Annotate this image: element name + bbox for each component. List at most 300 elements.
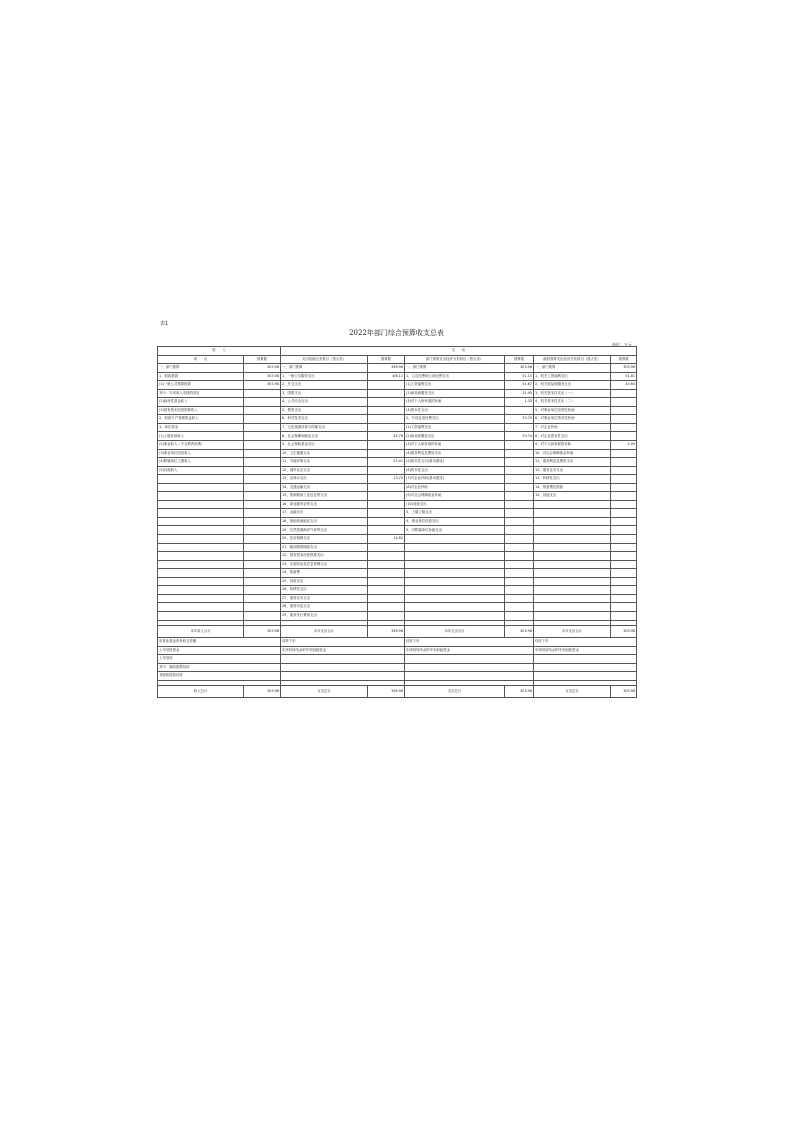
income-amount-cell (244, 535, 281, 544)
expense-total-value: 303.98 (505, 626, 534, 638)
extra-row (158, 646, 637, 655)
gov-econ-amount-cell (611, 415, 637, 424)
income-item-cell: (4)附属单位上缴收入 (158, 458, 244, 467)
econ-amount-cell: 303.98 (505, 364, 534, 373)
econ-amount-cell (505, 560, 534, 569)
gov-econ-amount-cell (611, 526, 637, 535)
gov-econ-amount-cell: 303.98 (611, 364, 637, 373)
gov-econ-amount-cell (611, 611, 637, 620)
econ-amount-cell (505, 526, 534, 535)
grand-expense-label: 支出总计 (405, 686, 505, 698)
function-amount-cell (368, 423, 405, 432)
table-summary (158, 620, 637, 698)
budget-amount-header: 预算数 (368, 355, 405, 364)
income-item-cell: 2、财政专户管理资金收入 (158, 415, 244, 424)
function-item-cell: 25、其他支出 (281, 577, 368, 586)
gov-econ-item-cell (534, 543, 611, 552)
econ-item-cell: (4)资本性支出 (405, 406, 505, 415)
table-row (158, 586, 637, 595)
income-item-cell (158, 509, 244, 518)
extra-expense-cell: 年终结转结余的中央财政资金 (405, 646, 534, 655)
grand-expense-value: 303.98 (505, 686, 534, 698)
income-amount-cell (244, 594, 281, 603)
gov-econ-item-cell: 3、机关资本性支出（一） (534, 389, 611, 398)
budget-amount-header: 预算数 (505, 355, 534, 364)
table-row (158, 500, 637, 509)
econ-amount-cell (505, 441, 534, 450)
gov-econ-amount-cell (611, 466, 637, 475)
income-total-label: 本年收入合计 (158, 626, 244, 638)
income-item-cell: (2)政府性基金收入 (158, 398, 244, 407)
income-item-cell: (2)事业收入（不含教育收费） (158, 441, 244, 450)
income-amount-cell (244, 441, 281, 450)
gov-econ-amount-cell (611, 432, 637, 441)
income-item-cell (158, 611, 244, 620)
income-amount-cell: 303.98 (244, 364, 281, 373)
function-amount-cell (368, 552, 405, 561)
grand-expense-value: 303.98 (611, 686, 637, 698)
econ-item-cell: 1、人员经费和公用经费支出 (405, 372, 505, 381)
income-item-cell: (3)国有资本经营预算收入 (158, 406, 244, 415)
table-row (158, 577, 637, 586)
budget-amount-header: 预算数 (611, 355, 637, 364)
income-item-cell (158, 552, 244, 561)
income-amount-cell (244, 492, 281, 501)
econ-item-cell: (2)商品和服务支出 (405, 389, 505, 398)
table-row (158, 603, 637, 612)
income-item-header: 项 目 (158, 355, 244, 364)
econ-item-cell: (7)对企业补助(基本建设) (405, 475, 505, 484)
gov-econ-amount-cell (611, 500, 637, 509)
income-item-cell: 其中：专项收入安排的项目 (158, 389, 244, 398)
econ-amount-cell (505, 492, 534, 501)
extra-income-cell: 非财政拨款结转 (158, 672, 281, 681)
income-item-cell: 一、部门预算 (158, 364, 244, 373)
function-item-cell: 5、教育支出 (281, 406, 368, 415)
econ-amount-cell (505, 509, 534, 518)
income-amount-cell (244, 543, 281, 552)
gov-econ-amount-cell: 51.81 (611, 372, 637, 381)
gov-econ-item-cell (534, 586, 611, 595)
econ-amount-cell: 51.15 (505, 372, 534, 381)
econ-item-cell (405, 560, 505, 569)
extra-row (158, 672, 637, 681)
grand-income-label: 收入总计 (158, 686, 244, 698)
gov-econ-amount-cell (611, 509, 637, 518)
gov-econ-item-cell (534, 577, 611, 586)
function-item-cell: 29、债务发行费用支出 (281, 611, 368, 620)
econ-amount-cell: 70.70 (505, 415, 534, 424)
table-row (158, 466, 637, 475)
function-item-cell: 27、债务还本支出 (281, 594, 368, 603)
econ-item-cell (405, 577, 505, 586)
income-amount-cell (244, 483, 281, 492)
gov-econ-item-cell: 12、债务还本支出 (534, 466, 611, 475)
income-item-cell (158, 543, 244, 552)
income-item-cell (158, 569, 244, 578)
gov-econ-amount-cell (611, 552, 637, 561)
income-amount-cell (244, 389, 281, 398)
gov-econ-amount-cell (611, 560, 637, 569)
econ-item-cell: (1)工资福利支出 (405, 423, 505, 432)
function-item-cell: 20、住房保障支出 (281, 535, 368, 544)
income-item-cell: (1)上级补助收入 (158, 432, 244, 441)
function-item-cell: 9、社会保险基金支出 (281, 441, 368, 450)
econ-amount-cell (505, 483, 534, 492)
function-item-cell: 12、城乡社区支出 (281, 466, 368, 475)
econ-item-cell: (5)资本性支出(基本建设) (405, 458, 505, 467)
income-item-cell: 3、单位资金 (158, 423, 244, 432)
extra-row (158, 663, 637, 672)
extra-income-cell: 用事业基金弥补收支差额 (158, 638, 281, 647)
econ-item-cell: 一、部门预算 (405, 364, 505, 373)
econ-amount-cell (505, 552, 534, 561)
econ-amount-cell: 51.67 (505, 381, 534, 390)
table-row (158, 389, 637, 398)
econ-amount-cell (505, 517, 534, 526)
extra-expense-cell: 结转下年 (281, 638, 405, 647)
function-amount-cell (368, 594, 405, 603)
econ-amount-cell: 31.95 (505, 389, 534, 398)
function-amount-cell (368, 586, 405, 595)
gov-econ-amount-cell (611, 389, 637, 398)
grand-expense-label: 支出总计 (534, 686, 611, 698)
econ-item-cell: (6)资本性支出 (405, 466, 505, 475)
econ-amount-cell (505, 603, 534, 612)
income-amount-cell (244, 432, 281, 441)
function-amount-cell (368, 398, 405, 407)
income-amount-cell (244, 603, 281, 612)
econ-item-cell: 5、对附属单位补助支出 (405, 526, 505, 535)
gov-econ-item-cell (534, 569, 611, 578)
gov-econ-item-cell: 7、对企业补助 (534, 423, 611, 432)
function-amount-cell (368, 500, 405, 509)
table-row (158, 560, 637, 569)
gov-econ-item-cell (534, 560, 611, 569)
function-amount-cell (368, 611, 405, 620)
function-amount-cell: 13.70 (368, 475, 405, 484)
gov-econ-amount-cell (611, 458, 637, 467)
gov-econ-item-cell (534, 517, 611, 526)
header-row-group (158, 347, 637, 356)
function-item-cell: 7、文化旅游体育与传媒支出 (281, 423, 368, 432)
table-row (158, 449, 637, 458)
unit-label: 单位：万元 (612, 342, 632, 347)
function-item-cell: 10、卫生健康支出 (281, 449, 368, 458)
econ-class-header: 部门预算支出经济分类科目（按大类） (405, 355, 505, 364)
function-amount-cell: 4ⅰ6.11 (368, 372, 405, 381)
econ-amount-cell (505, 458, 534, 467)
expense-total-value: 396.96 (368, 626, 405, 638)
function-amount-cell (368, 483, 405, 492)
table-row (158, 517, 637, 526)
table-row (158, 535, 637, 544)
income-amount-cell (244, 560, 281, 569)
function-amount-cell (368, 560, 405, 569)
income-amount-cell (244, 500, 281, 509)
gov-econ-item-cell: 9、对个人和家庭的补助 (534, 441, 611, 450)
gov-econ-item-cell (534, 535, 611, 544)
extra-income-cell: 上年结转 (158, 655, 281, 664)
table-row (158, 509, 637, 518)
econ-amount-cell (505, 586, 534, 595)
function-item-cell: 21、粮油物资储备支出 (281, 543, 368, 552)
function-item-cell: 8、社会保障和就业支出 (281, 432, 368, 441)
econ-item-cell (405, 535, 505, 544)
function-amount-cell (368, 517, 405, 526)
grand-income-value: 303.98 (244, 686, 281, 698)
budget-table (157, 346, 637, 698)
function-item-cell: 2、外交支出 (281, 381, 368, 390)
income-amount-cell (244, 475, 281, 484)
income-item-cell (158, 500, 244, 509)
extra-row (158, 655, 637, 664)
function-amount-cell (368, 449, 405, 458)
income-item-cell (158, 577, 244, 586)
function-amount-cell (368, 543, 405, 552)
income-amount-cell (244, 423, 281, 432)
econ-item-cell (405, 594, 505, 603)
function-item-cell: 18、援助其他地区支出 (281, 517, 368, 526)
gov-econ-item-cell: 一、部门预算 (534, 364, 611, 373)
gov-econ-item-cell (534, 500, 611, 509)
econ-amount-cell (505, 543, 534, 552)
econ-item-cell: (8)对企业补助 (405, 483, 505, 492)
table-row (158, 441, 637, 450)
gov-econ-amount-cell (611, 586, 637, 595)
income-amount-cell: 303.98 (244, 381, 281, 390)
gov-econ-item-cell: 10、对社会保障基金补助 (534, 449, 611, 458)
function-amount-cell (368, 415, 405, 424)
gov-econ-amount-cell (611, 449, 637, 458)
econ-amount-cell (505, 535, 534, 544)
gov-econ-amount-cell (611, 603, 637, 612)
table-row (158, 594, 637, 603)
econ-item-cell: (1)工资福利支出 (405, 381, 505, 390)
income-amount-cell (244, 577, 281, 586)
page-tag: 表1 (160, 321, 169, 327)
function-item-cell: 19、自然资源海洋气象等支出 (281, 526, 368, 535)
income-amount-cell (244, 458, 281, 467)
gov-econ-item-cell (534, 509, 611, 518)
econ-amount-cell (505, 611, 534, 620)
income-amount-cell (244, 569, 281, 578)
table-row (158, 483, 637, 492)
income-item-cell: (5)其他收入 (158, 466, 244, 475)
gov-econ-amount-cell (611, 594, 637, 603)
table-row (158, 381, 637, 390)
function-amount-cell (368, 406, 405, 415)
extra-income-cell: 其中：财政拨款结转 (158, 663, 281, 672)
function-amount-cell (368, 509, 405, 518)
gov-econ-item-cell (534, 526, 611, 535)
econ-item-cell: (4)债务利息及费用支出 (405, 449, 505, 458)
gov-econ-amount-cell (611, 483, 637, 492)
income-item-cell (158, 560, 244, 569)
function-amount-cell (368, 492, 405, 501)
table-row (158, 432, 637, 441)
income-item-cell (158, 492, 244, 501)
gov-econ-item-cell (534, 603, 611, 612)
expense-total-label: 本年支出合计 (534, 626, 611, 638)
function-amount-cell (368, 577, 405, 586)
expense-total-label: 本年支出合计 (405, 626, 505, 638)
extra-row (158, 638, 637, 647)
gov-econ-amount-cell (611, 543, 637, 552)
function-item-cell: 13、农林水支出 (281, 475, 368, 484)
econ-amount-cell (505, 500, 534, 509)
gov-econ-amount-cell (611, 535, 637, 544)
gov-econ-item-cell: 15、其他支出 (534, 492, 611, 501)
econ-amount-cell: 1.33 (505, 398, 534, 407)
income-amount-cell (244, 509, 281, 518)
gov-econ-amount-cell (611, 517, 637, 526)
econ-amount-cell: 70.74 (505, 432, 534, 441)
econ-item-cell: (10)其他支出 (405, 500, 505, 509)
gov-econ-amount-cell (611, 492, 637, 501)
econ-item-cell: (3)对个人和家庭的补助 (405, 398, 505, 407)
gov-econ-amount-cell (611, 406, 637, 415)
gov-econ-amount-cell (611, 475, 637, 484)
econ-amount-cell (505, 569, 534, 578)
table-row (158, 526, 637, 535)
income-item-cell: 1、财政拨款 (158, 372, 244, 381)
table-row (158, 398, 637, 407)
function-item-cell: 3、国防支出 (281, 389, 368, 398)
econ-item-cell: 3、上缴上级支出 (405, 509, 505, 518)
function-amount-cell (368, 381, 405, 390)
income-amount-cell (244, 552, 281, 561)
page-title: 2022年部门综合预算收支总表 (349, 329, 444, 337)
function-amount-cell (368, 569, 405, 578)
income-item-cell (158, 517, 244, 526)
income-item-cell: (1)一般公共预算拨款 (158, 381, 244, 390)
income-item-cell (158, 535, 244, 544)
income-amount-cell (244, 586, 281, 595)
econ-item-cell (405, 552, 505, 561)
function-item-cell: 6、科学技术支出 (281, 415, 368, 424)
expense-total-label: 本年支出合计 (281, 626, 368, 638)
function-class-header: 支出功能分类科目（按大类） (281, 355, 368, 364)
income-amount-cell: 303.98 (244, 372, 281, 381)
gov-econ-amount-cell (611, 569, 637, 578)
function-item-cell: 15、资源勘探工业信息等支出 (281, 492, 368, 501)
econ-amount-cell (505, 449, 534, 458)
gov-econ-item-cell: 5、对事业单位经常性补助 (534, 406, 611, 415)
table-row (158, 492, 637, 501)
gov-econ-amount-cell: 45.64 (611, 381, 637, 390)
table-row (158, 569, 637, 578)
income-item-cell (158, 526, 244, 535)
econ-item-cell: 2、专项业务经费支出 (405, 415, 505, 424)
function-amount-cell (368, 603, 405, 612)
function-item-cell: 26、转移性支出 (281, 586, 368, 595)
econ-amount-cell (505, 466, 534, 475)
income-item-cell (158, 586, 244, 595)
table-row (158, 611, 637, 620)
function-item-cell: 4、公共安全支出 (281, 398, 368, 407)
econ-item-cell (405, 543, 505, 552)
grand-expense-label: 支出总计 (281, 686, 368, 698)
grand-expense-value: 396.96 (368, 686, 405, 698)
extra-expense-cell: 结转下年 (534, 638, 637, 647)
table-row (158, 423, 637, 432)
function-amount-cell (368, 389, 405, 398)
expense-group-header: 支 出 (281, 347, 637, 356)
function-item-cell: 1、一般公共服务支出 (281, 372, 368, 381)
income-item-cell (158, 483, 244, 492)
grand-total-row (158, 686, 637, 698)
table-row (158, 458, 637, 467)
function-amount-cell: 25.41 (368, 458, 405, 467)
gov-econ-item-cell (534, 611, 611, 620)
income-group-header: 收 入 (158, 347, 281, 356)
function-amount-cell (368, 526, 405, 535)
extra-income-cell: 上年结转资金 (158, 646, 281, 655)
function-item-cell: 14、交通运输支出 (281, 483, 368, 492)
gov-econ-item-cell: 8、对企业资本性支出 (534, 432, 611, 441)
gov-econ-amount-cell (611, 398, 637, 407)
extra-expense-cell: 年终结转结余的中央财政资金 (281, 646, 405, 655)
econ-item-cell: 4、事业单位经营支出 (405, 517, 505, 526)
econ-amount-cell (505, 594, 534, 603)
income-item-cell (158, 603, 244, 612)
gov-econ-item-cell (534, 594, 611, 603)
table-row (158, 475, 637, 484)
income-amount-cell (244, 415, 281, 424)
income-amount-cell (244, 398, 281, 407)
income-amount-cell (244, 611, 281, 620)
econ-item-cell: (9)对社会保障基金补助 (405, 492, 505, 501)
gov-econ-item-cell: 1、机关工资福利支出 (534, 372, 611, 381)
gov-econ-item-cell (534, 552, 611, 561)
gov-econ-amount-cell (611, 423, 637, 432)
income-amount-cell (244, 406, 281, 415)
gov-econ-item-cell: 13、转移性支出 (534, 475, 611, 484)
function-item-cell: 一、部门预算 (281, 364, 368, 373)
table-row (158, 364, 637, 373)
table-row (158, 552, 637, 561)
extra-expense-cell: 结转下年 (405, 638, 534, 647)
econ-item-cell (405, 586, 505, 595)
expense-total-value: 303.98 (611, 626, 637, 638)
function-item-cell: 24、预备费 (281, 569, 368, 578)
econ-item-cell (405, 611, 505, 620)
income-item-cell (158, 594, 244, 603)
budget-amount-header: 预算数 (244, 355, 281, 364)
function-amount-cell: 35.76 (368, 432, 405, 441)
gov-econ-item-cell: 14、预备费及预留 (534, 483, 611, 492)
table-body (158, 364, 637, 620)
income-amount-cell (244, 526, 281, 535)
econ-amount-cell (505, 406, 534, 415)
table-row (158, 372, 637, 381)
econ-item-cell: (3)对个人和家庭的补助 (405, 441, 505, 450)
table-row (158, 406, 637, 415)
econ-amount-cell (505, 577, 534, 586)
function-item-cell: 17、金融支出 (281, 509, 368, 518)
income-amount-cell (244, 449, 281, 458)
income-item-cell: (3)事业单位经营收入 (158, 449, 244, 458)
table-row (158, 543, 637, 552)
income-total-value: 303.98 (244, 626, 281, 638)
income-amount-cell (244, 466, 281, 475)
econ-item-cell (405, 569, 505, 578)
function-item-cell: 16、商业服务业等支出 (281, 500, 368, 509)
function-item-cell: 28、债务付息支出 (281, 603, 368, 612)
function-amount-cell (368, 466, 405, 475)
year-total-row (158, 626, 637, 638)
